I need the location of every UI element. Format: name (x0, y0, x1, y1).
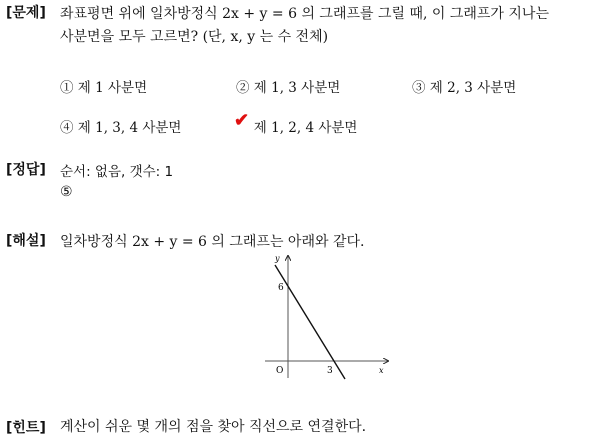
choice-3[interactable] (412, 76, 516, 96)
graph-line (275, 265, 345, 379)
hint-text: 계산이 쉬운 몇 개의 점을 찾아 직선으로 연결한다. (60, 419, 367, 435)
graph (255, 250, 405, 385)
choice-text: 제 1, 3 사분면 (253, 80, 341, 96)
choice-5[interactable] (236, 116, 357, 136)
explanation-text: 일차방정식 2x + y = 6 의 그래프는 아래와 같다. (60, 234, 365, 250)
problem-line-2: 사분면을 모두 고르면? (단, x, y 는 수 전체) (60, 29, 329, 45)
choice-text: 제 2, 3 사분면 (429, 80, 517, 96)
x-intercept-label: 3 (327, 366, 333, 376)
answer-label: [정답] (6, 162, 46, 178)
x-axis-label: x (379, 366, 384, 375)
choice-text: 제 1 사분면 (77, 80, 148, 96)
y-axis-label: y (275, 254, 280, 263)
choice-number: ④ (60, 120, 74, 136)
problem-line-1: 좌표평면 위에 일차방정식 2x + y = 6 의 그래프를 그릴 때, 이 그래프가 지나는 (60, 6, 549, 22)
choice-2[interactable] (236, 76, 340, 96)
choice-text: 제 1, 2, 4 사분면 (253, 120, 358, 136)
y-intercept-label: 6 (278, 283, 284, 293)
hint-label: [힌트] (6, 420, 46, 436)
choice-1[interactable] (60, 76, 147, 96)
choice-number: ③ (412, 80, 426, 96)
choice-number: ② (236, 80, 250, 96)
choice-4[interactable] (60, 116, 181, 136)
answer-line-1: 순서: 없음, 갯수: 1 (60, 164, 174, 180)
problem-label: [문제] (6, 5, 46, 21)
checkmark-icon: ✔ (234, 110, 250, 131)
origin-label: O (276, 366, 284, 376)
choice-text: 제 1, 3, 4 사분면 (77, 120, 182, 136)
choice-number: ① (60, 80, 74, 96)
answer-line-2: ⑤ (60, 184, 73, 200)
explanation-label: [해설] (6, 233, 46, 249)
